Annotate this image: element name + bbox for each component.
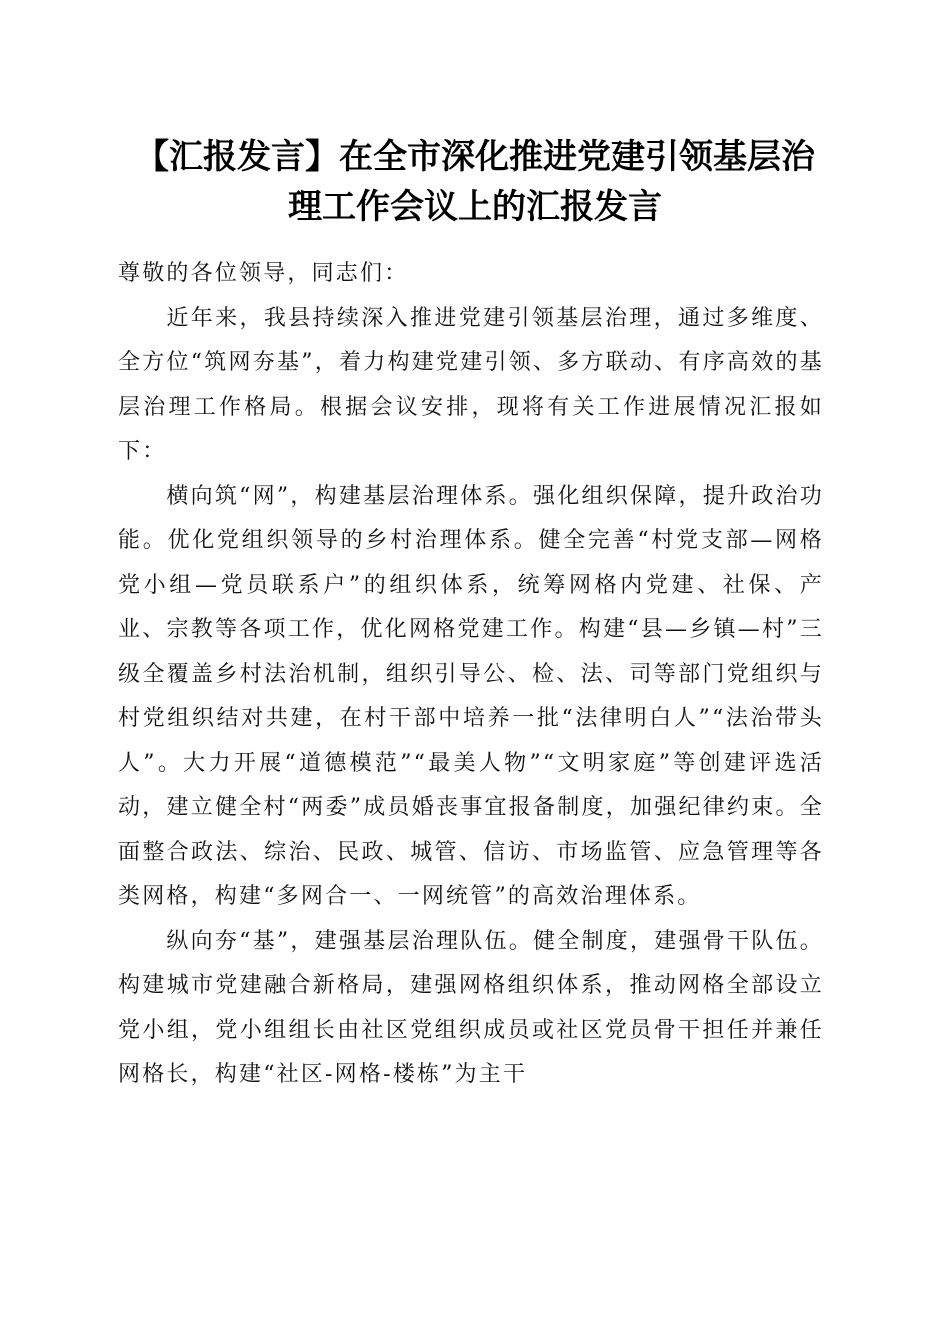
salutation: 尊敬的各位领导，同志们： [118, 261, 409, 286]
paragraph-horizontal-network: 横向筑“网”，构建基层治理体系。强化组织保障，提升政治功能。优化党组织领导的乡村治理体系。健全完善“村党支部—网格党小组—党员联系户”的组织体系，统筹网格内党建、社保、产业、宗教等各项工作，优化网格党建工作。构建“县—乡镇—村”三级全覆盖乡村法治机制，组织引导公、检、法、司等部门党组织与村党组织结对共建，在村干部中培养一批“法律明白人”“法治带头人”。大力开展“道德模范”“最美人物”“文明家庭”等创建评选活动，建立健全村“两委”成员婚丧事宜报备制度，加强纪律约束。全面整合政法、综治、民政、城管、信访、市场监管、应急管理等各类网格，构建“多网合一、一网统管”的高效治理体系。 [118, 483, 824, 909]
paragraph-vertical-foundation: 纵向夯“基”，建强基层治理队伍。健全制度，建强骨干队伍。构建城市党建融合新格局，建强网格组织体系，推动网格全部设立党小组，党小组组长由社区党组织成员或社区党员骨干担任并兼任网格长，构建“社区-网格-楼栋”为主干 [118, 928, 824, 1087]
document-body [118, 252, 824, 1098]
document-title [95, 132, 855, 232]
title-line-2: 理工作会议上的汇报发言 [288, 187, 662, 227]
title-line-1: 【汇报发言】在全市深化推进党建引领基层治 [135, 137, 815, 177]
paragraph-intro: 近年来，我县持续深入推进党建引领基层治理，通过多维度、全方位“筑网夯基”，着力构建党建引领、多方联动、有序高效的基层治理工作格局。根据会议安排，现将有关工作进展情况汇报如下： [118, 305, 824, 464]
